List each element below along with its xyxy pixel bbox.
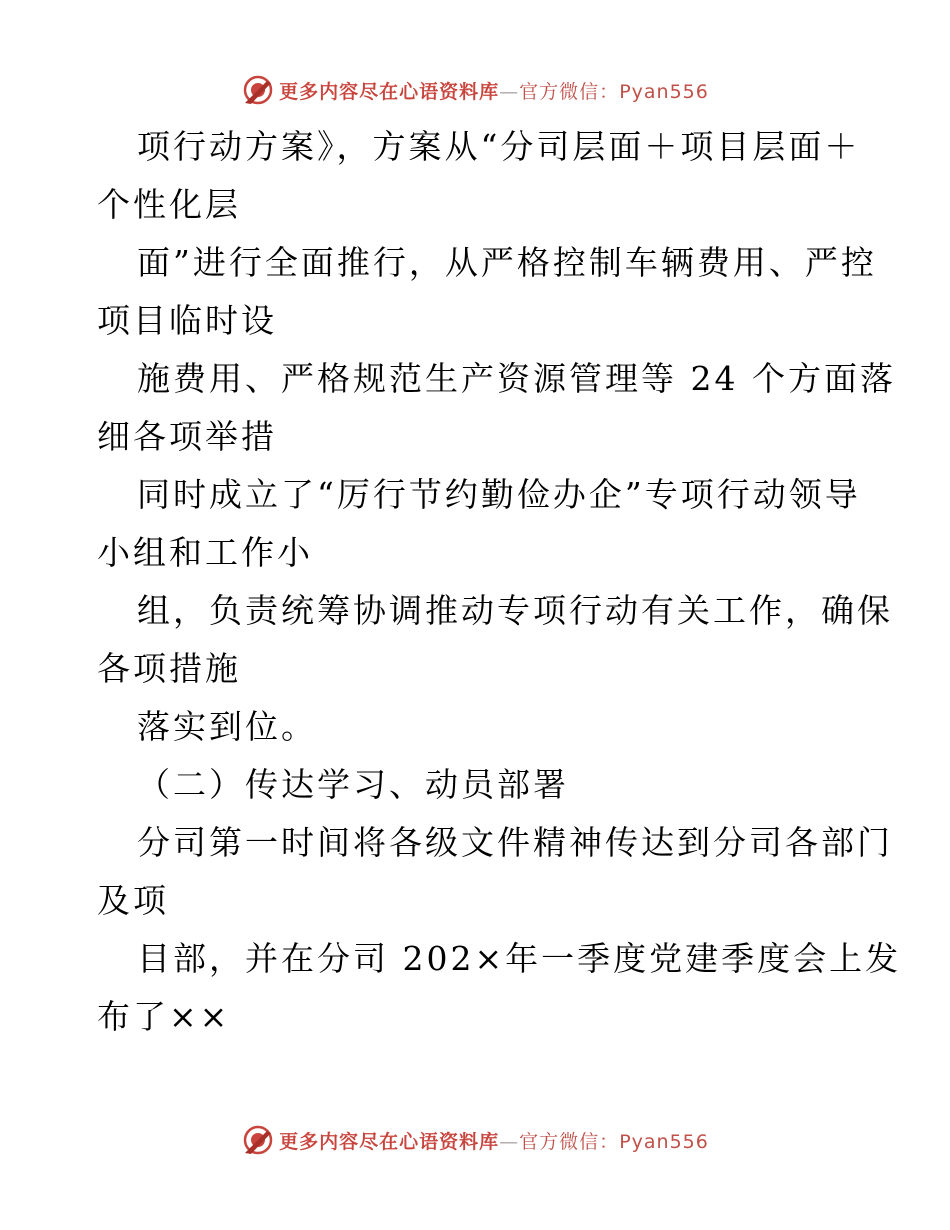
watermark-site: 更多内容尽在心语资料库	[279, 80, 500, 103]
text-line: 目部，并在分司 202×年一季度党建季度会上发	[137, 939, 902, 978]
watermark-footer	[0, 1120, 950, 1160]
text-line: 个性化层	[97, 185, 241, 224]
watermark-header	[0, 70, 950, 110]
watermark-text	[279, 1127, 709, 1154]
text-line: 各项措施	[97, 649, 241, 688]
watermark-text	[279, 77, 709, 104]
text-line: 面”进行全面推行，从严格控制车辆费用、严控	[137, 243, 877, 282]
text-line: 施费用、严格规范生产资源管理等 24 个方面落	[137, 359, 896, 398]
text-line: 细各项举措	[97, 417, 277, 456]
watermark-account: Pyan556	[619, 1130, 709, 1153]
watermark-separator: —	[499, 1130, 520, 1153]
pen-logo-icon	[241, 73, 275, 107]
document-body	[97, 118, 902, 1046]
watermark-separator: —	[499, 80, 520, 103]
text-line: 同时成立了“厉行节约勤俭办企”专项行动领导	[137, 475, 861, 514]
pen-logo-icon	[241, 1123, 275, 1157]
text-line: 分司第一时间将各级文件精神传达到分司各部门	[137, 823, 893, 862]
section-heading: （二）传达学习、动员部署	[137, 765, 569, 804]
watermark-contact-label: 官方微信：	[519, 1130, 620, 1153]
text-line: 项行动方案》，方案从“分司层面＋项目层面＋	[137, 127, 861, 166]
text-line: 及项	[97, 881, 169, 920]
text-line: 布了××	[97, 997, 231, 1036]
watermark-contact-label: 官方微信：	[519, 80, 620, 103]
text-line: 组，负责统筹协调推动专项行动有关工作，确保	[137, 591, 893, 630]
text-line: 小组和工作小	[97, 533, 313, 572]
text-line: 项目临时设	[97, 301, 277, 340]
watermark-site: 更多内容尽在心语资料库	[279, 1130, 500, 1153]
watermark-account: Pyan556	[619, 80, 709, 103]
text-line: 落实到位。	[137, 707, 317, 746]
